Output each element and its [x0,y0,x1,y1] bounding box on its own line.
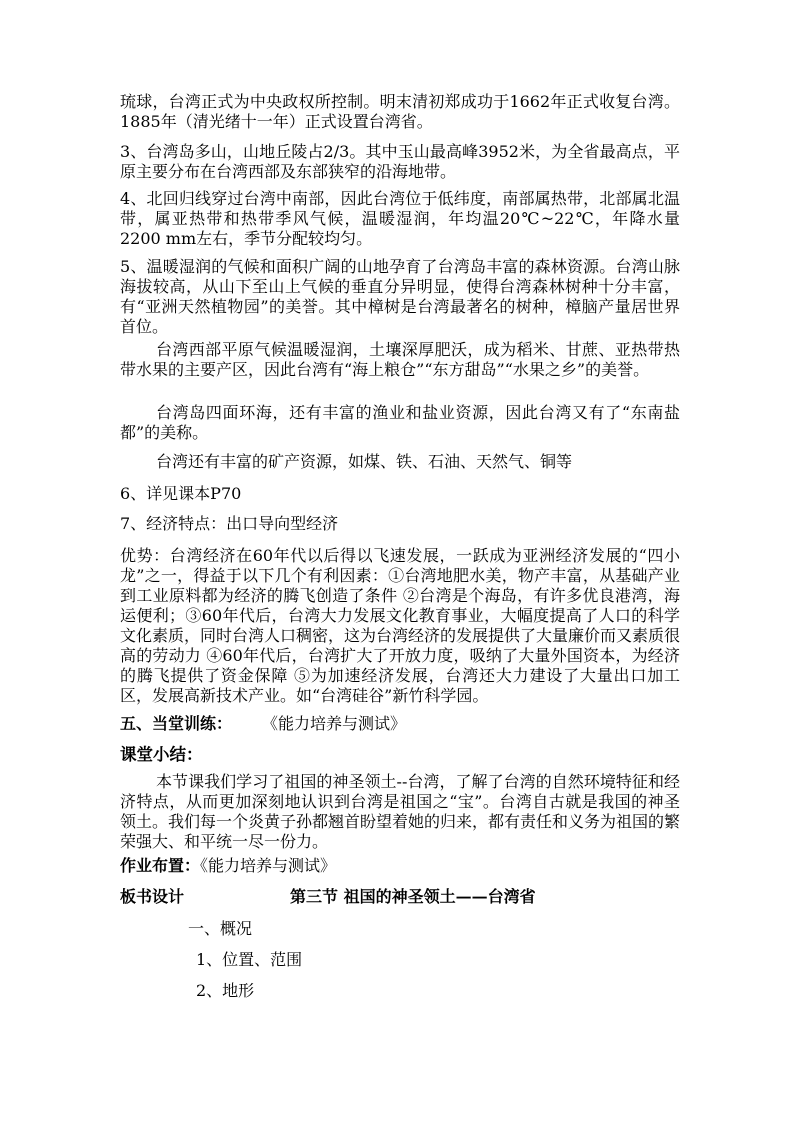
board-design-title: 第三节 祖国的神圣领土——台湾省 [290,887,536,906]
history-paragraph: 琉球，台湾正式为中央政权所控制。明末清初郑成功于1662年正式收复台湾。1885年（清光绪十一年）正式设置台湾省。 [120,92,680,131]
board-design-row [120,887,680,909]
mineral-paragraph: 台湾还有丰富的矿产资源，如煤、铁、石油、天然气、铜等 [156,452,573,471]
economy-feature: 7、经济特点：出口导向型经济 [120,514,339,533]
outline-item-location: 1、位置、范围 [196,950,303,969]
homework-label: 作业布置： [120,856,201,875]
practice-value: 《能力培养与测试》 [262,714,407,733]
board-design-label: 板书设计 [120,887,185,906]
homework-value: 《能力培养与测试》 [200,856,337,875]
outline-item-terrain: 2、地形 [196,981,255,1000]
climate-paragraph: 4、北回归线穿过台湾中南部，因此台湾位于低纬度，南部属热带，北部属北温带，属亚热带和热带季风气候，温暖湿润，年均温20℃~22℃，年降水量2200 mm左右，季节分配较均匀。 [120,189,680,248]
economy-advantages-paragraph: 优势：台湾经济在60年代以后得以飞速发展，一跃成为亚洲经济发展的“四小龙”之一，得益于以下几个有利因素：①台湾地肥水美，物产丰富，从基础产业到工业原料都为经济的腾飞创造了条件 ②台湾是个海岛，有许多优良港湾，海运便利；③60年代后，台湾大力发展文化教育事业，大幅度提高了人口的科学文化素质，同时台湾人口稠密，这为台湾经济的发展提供了大量廉价而又素质很高的劳动力 ④60年代后，台湾扩大了开放力度，吸纳了大量外国资本，为经济的腾飞提供了资金保障 ⑤为加速经济发展，台湾还大力建设了大量出口加工区，发展高新技术产业。如“台湾硅谷”新竹科学园。 [120,546,681,705]
fishery-paragraph: 台湾岛四面环海，还有丰富的渔业和盐业资源，因此台湾又有了“东南盐都”的美称。 [120,403,680,442]
terrain-paragraph: 3、台湾岛多山，山地丘陵占2/3。其中玉山最高峰3952米，为全省最高点，平原主要分布在台湾西部及东部狭窄的沿海地带。 [120,142,680,181]
practice-label: 五、当堂训练： [120,714,233,733]
summary-paragraph: 本节课我们学习了祖国的神圣领土--台湾，了解了台湾的自然环境特征和经济特点，从而更加深刻地认识到台湾是祖国之“宝”。台湾自古就是我国的神圣领土。我们每一个炎黄子孙都翘首盼望着她的归来，都有责任和义务为祖国的繁荣强大、和平统一尽一份力。 [120,772,681,851]
homework-line [120,856,680,876]
forest-paragraph: 5、温暖湿润的气候和面积广阔的山地孕育了台湾岛丰富的森林资源。台湾山脉海拔较高，从山下至山上气候的垂直分异明显，使得台湾森林树种十分丰富，有“亚洲天然植物园”的美誉。其中樟树是台湾最著名的树种，樟脑产量居世界首位。 [120,257,680,336]
practice-line [120,714,680,734]
outline-item-overview: 一、概况 [188,919,253,938]
textbook-reference: 6、详见课本P70 [120,484,242,503]
summary-heading: 课堂小结： [120,745,203,764]
agriculture-paragraph: 台湾西部平原气候温暖湿润，土壤深厚肥沃，成为稻米、甘蔗、亚热带热带水果的主要产区，因此台湾有“海上粮仓”“东方甜岛”“水果之乡”的美誉。 [120,340,680,379]
